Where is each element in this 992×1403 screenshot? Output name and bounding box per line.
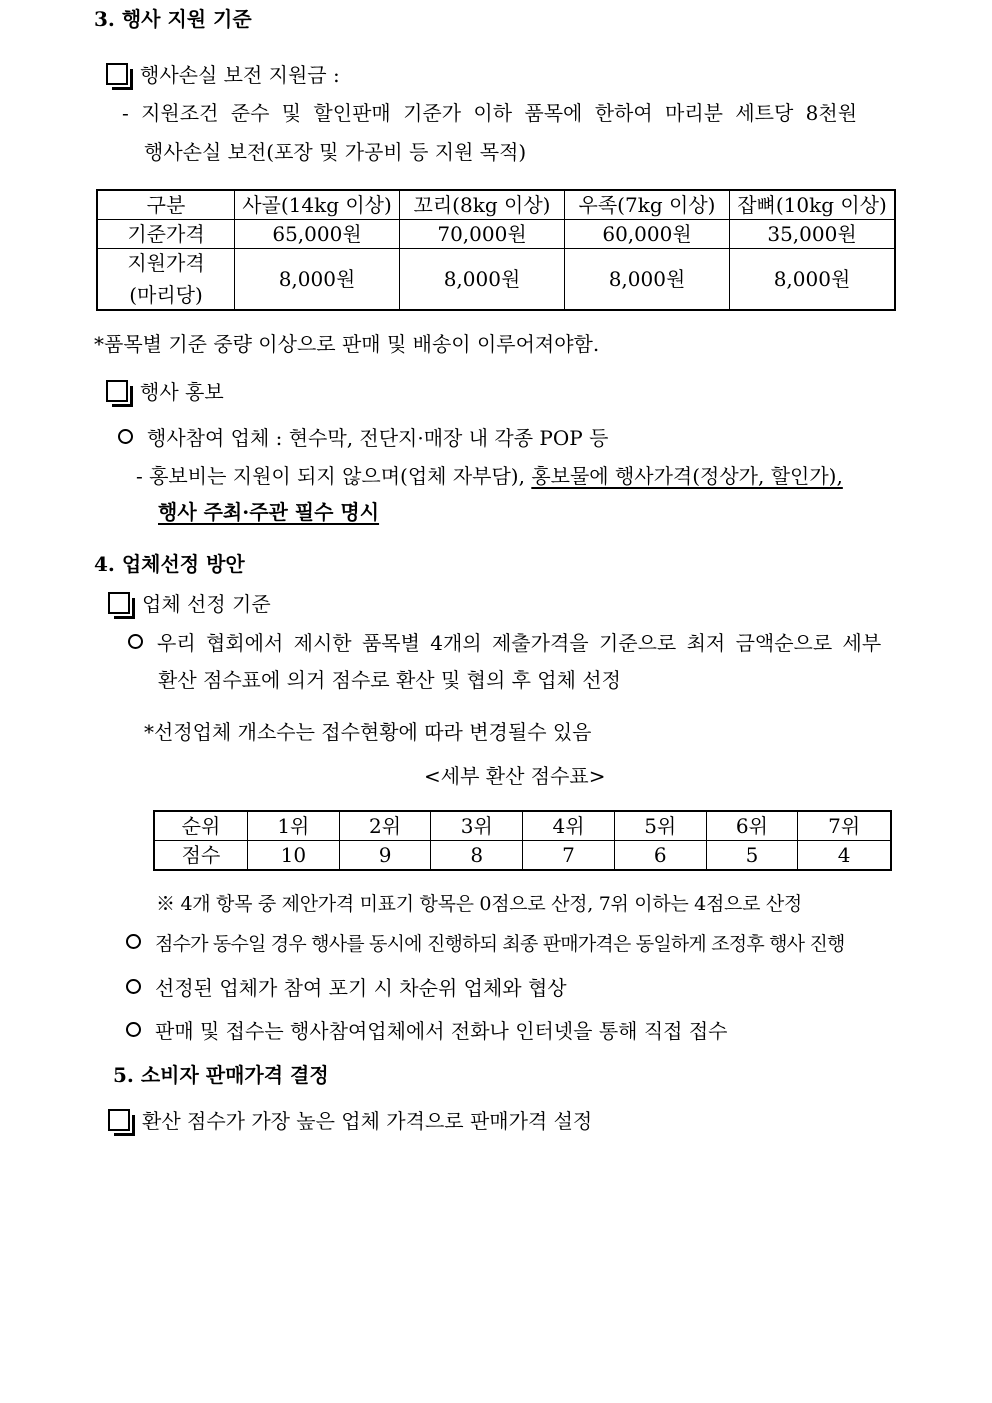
table-header-cell: 잡뼈(10kg 이상) <box>730 190 896 220</box>
section-4-heading: 4. 업체선정 방안 <box>94 552 245 576</box>
table-cell: 10 <box>248 841 340 871</box>
row-label: 순위 <box>154 811 248 841</box>
bullet-price-setting <box>108 1107 592 1135</box>
bullet-loss-support <box>106 61 340 89</box>
square-bullet-icon <box>106 63 128 85</box>
bullet-text: 행사 홍보 <box>140 380 224 404</box>
bullet-text: 행사손실 보전 지원금 : <box>140 63 340 87</box>
table-cell: 5위 <box>614 811 706 841</box>
table-cell: 8,000원 <box>400 249 565 311</box>
row-label: 기준가격 <box>97 220 235 249</box>
table-header-row <box>97 190 895 220</box>
table-cell: 70,000원 <box>400 220 565 249</box>
row-label: 점수 <box>154 841 248 871</box>
circle-item <box>126 1017 728 1045</box>
table-header-cell: 사골(14kg 이상) <box>235 190 400 220</box>
underlined-text: 홍보물에 행사가격(정상가, 할인가), <box>531 464 843 488</box>
weight-note: *품목별 기준 중량 이상으로 판매 및 배송이 이루어져야함. <box>94 332 600 356</box>
table-row <box>97 220 895 249</box>
item-text: 행사참여 업체 : 현수막, 전단지·매장 내 각종 POP 등 <box>147 426 609 450</box>
table-cell: 4위 <box>523 811 615 841</box>
bullet-text: 환산 점수가 가장 높은 업체 가격으로 판매가격 설정 <box>142 1109 593 1133</box>
required-notice: 행사 주최·주관 필수 명시 <box>158 500 380 524</box>
table-header-cell: 꼬리(8kg 이상) <box>400 190 565 220</box>
score-remark: ※ 4개 항목 중 제안가격 미표기 항목은 0점으로 산정, 7위 이하는 4점으로 산정 <box>156 893 802 915</box>
bullet-promotion <box>106 378 224 406</box>
table-cell: 8,000원 <box>565 249 730 311</box>
square-bullet-icon <box>106 380 128 402</box>
detail-text: - 홍보비는 지원이 되지 않으며(업체 자부담), <box>136 464 525 488</box>
table-cell: 6 <box>614 841 706 871</box>
support-price-table <box>96 189 896 311</box>
item-continuation: 환산 점수표에 의거 점수로 환산 및 협의 후 업체 선정 <box>158 668 621 692</box>
table-row <box>97 249 895 311</box>
table-cell: 8,000원 <box>730 249 896 311</box>
circle-bullet-icon <box>126 979 141 994</box>
table-cell: 5 <box>706 841 798 871</box>
table-cell: 2위 <box>339 811 431 841</box>
item-text: 판매 및 접수는 행사참여업체에서 전화나 인터넷을 통해 직접 접수 <box>155 1019 728 1043</box>
table-cell: 60,000원 <box>565 220 730 249</box>
table-cell: 65,000원 <box>235 220 400 249</box>
detail-line: - 지원조건 준수 및 할인판매 기준가 이하 품목에 한하여 마리분 세트당 8천원 <box>122 101 858 125</box>
row-label <box>97 249 235 311</box>
table-cell: 7 <box>523 841 615 871</box>
row-label-line: 지원가격 <box>127 251 205 275</box>
square-bullet-icon <box>108 592 130 614</box>
circle-bullet-icon <box>126 1022 141 1037</box>
section-5-heading: 5. 소비자 판매가격 결정 <box>113 1063 329 1087</box>
table-header-cell: 우족(7kg 이상) <box>565 190 730 220</box>
table-cell: 6위 <box>706 811 798 841</box>
score-table <box>153 810 892 871</box>
bullet-text: 업체 선정 기준 <box>142 592 271 616</box>
item-text: 점수가 동수일 경우 행사를 동시에 진행하되 최종 판매가격은 동일하게 조정후 행사 진행 <box>155 933 845 955</box>
item-text: 선정된 업체가 참여 포기 시 차순위 업체와 협상 <box>155 976 567 1000</box>
table-header-cell: 구분 <box>97 190 235 220</box>
circle-bullet-icon <box>126 934 141 949</box>
detail-line <box>136 462 843 490</box>
circle-item <box>118 424 608 452</box>
selection-note: *선정업체 개소수는 접수현황에 따라 변경될수 있음 <box>144 720 592 744</box>
circle-bullet-icon <box>118 429 133 444</box>
table-cell: 8 <box>431 841 523 871</box>
table-cell: 35,000원 <box>730 220 896 249</box>
bullet-selection-criteria <box>108 590 271 618</box>
table-row <box>154 841 891 871</box>
section-3-heading: 3. 행사 지원 기준 <box>94 7 252 31</box>
table-cell: 1위 <box>248 811 340 841</box>
detail-line: 행사손실 보전(포장 및 가공비 등 지원 목적) <box>144 140 527 164</box>
circle-item <box>128 629 881 657</box>
table-cell: 8,000원 <box>235 249 400 311</box>
circle-bullet-icon <box>128 634 143 649</box>
table-cell: 9 <box>339 841 431 871</box>
table-cell: 3위 <box>431 811 523 841</box>
table-cell: 7위 <box>798 811 891 841</box>
table-row <box>154 811 891 841</box>
table-cell: 4 <box>798 841 891 871</box>
circle-item <box>126 974 567 1002</box>
row-label-line: (마리당) <box>129 283 203 307</box>
item-text: 우리 협회에서 제시한 품목별 4개의 제출가격을 기준으로 최저 금액순으로 세부 <box>157 631 882 655</box>
square-bullet-icon <box>108 1109 130 1131</box>
circle-item <box>126 930 845 958</box>
score-table-title: <세부 환산 점수표> <box>424 764 606 788</box>
